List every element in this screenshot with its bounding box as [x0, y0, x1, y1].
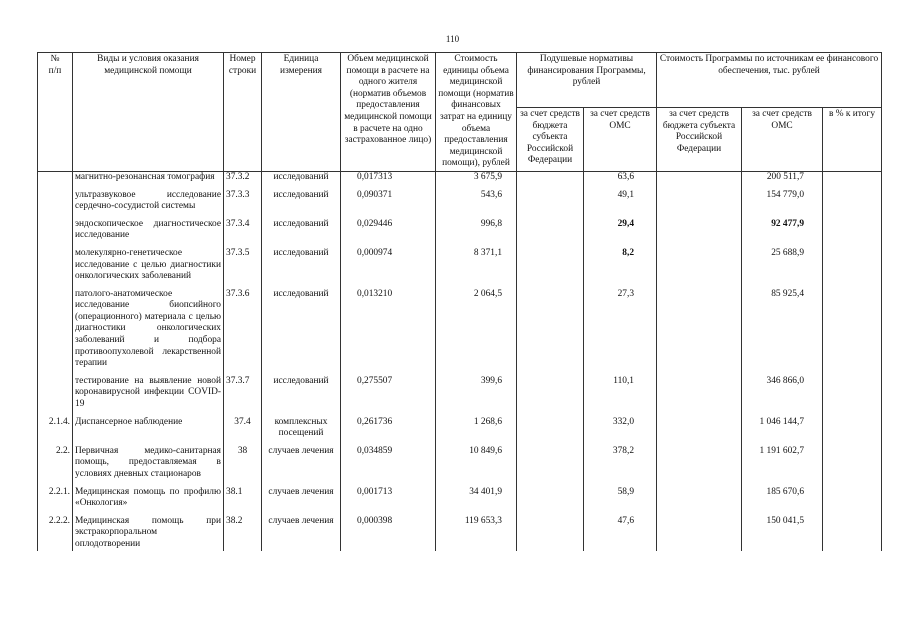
row-name: ультразвуковое исследование сердечно-сосудистой системы [73, 190, 224, 213]
row-prog-budget [657, 219, 742, 242]
row-line: 37.3.6 [224, 289, 262, 370]
row-prog-budget [657, 446, 742, 481]
row-name: молекулярно-генетическое исследование с целью диагностики онкологических заболеваний [73, 248, 224, 283]
row-num: 2.1.4. [38, 417, 73, 440]
row-pct [823, 248, 882, 283]
row-line: 38 [224, 446, 262, 481]
row-prog-oms: 1 046 144,7 [742, 417, 823, 440]
row-pct [823, 516, 882, 551]
row-prog-budget [657, 487, 742, 510]
row-pc-oms: 110,1 [584, 376, 657, 411]
row-cost: 34 401,9 [436, 487, 517, 510]
row-pc-budget [517, 171, 584, 183]
row-prog-budget [657, 289, 742, 370]
row-name: Первичная медико-санитарная помощь, предоставляемая в условиях дневных стационаров [73, 446, 224, 481]
table-row [38, 516, 882, 551]
row-cost: 996,8 [436, 219, 517, 242]
row-cost: 119 653,3 [436, 516, 517, 551]
row-name: магнитно-резонансная томография [73, 171, 224, 183]
row-cost: 543,6 [436, 190, 517, 213]
row-prog-oms: 1 191 602,7 [742, 446, 823, 481]
row-name: Медицинская помощь при экстракорпоральном оплодотворении [73, 516, 224, 551]
row-name: эндоскопическое диагностическое исследование [73, 219, 224, 242]
row-num [38, 376, 73, 411]
row-unit: исследований [262, 219, 341, 242]
row-pct [823, 446, 882, 481]
row-pct [823, 289, 882, 370]
row-prog-oms: 25 688,9 [742, 248, 823, 283]
row-pc-oms: 58,9 [584, 487, 657, 510]
header-prog-pct: в % к итогу [823, 108, 882, 172]
row-unit: исследований [262, 190, 341, 213]
row-pct [823, 190, 882, 213]
row-prog-budget [657, 190, 742, 213]
row-pc-budget [517, 417, 584, 440]
header-volume: Объем медицинской помощи в расчете на одного жителя (норматив объемов предоставления медицинской помощи в расчете на одно застрахованное лицо) [341, 53, 436, 172]
row-prog-budget [657, 171, 742, 183]
row-volume: 0,090371 [341, 190, 436, 213]
row-unit: случаев лечения [262, 446, 341, 481]
row-line: 37.3.2 [224, 171, 262, 183]
row-prog-budget [657, 417, 742, 440]
row-prog-oms: 185 670,6 [742, 487, 823, 510]
row-line: 37.3.3 [224, 190, 262, 213]
table-row [38, 487, 882, 510]
row-prog-budget [657, 376, 742, 411]
row-unit: исследований [262, 376, 341, 411]
table-row [38, 289, 882, 370]
row-num: 2.2. [38, 446, 73, 481]
row-volume: 0,001713 [341, 487, 436, 510]
row-cost: 10 849,6 [436, 446, 517, 481]
row-pc-oms: 47,6 [584, 516, 657, 551]
header-pc-budget: за счет средств бюджета субъекта Российской Федерации [517, 108, 584, 172]
row-pct [823, 376, 882, 411]
row-unit: комплексных посещений [262, 417, 341, 440]
header-pc-oms: за счет средств ОМС [584, 108, 657, 172]
row-name: Диспансерное наблюдение [73, 417, 224, 440]
header-unit: Единица измерения [262, 53, 341, 172]
row-name: тестирование на выявление новой коронавирусной инфекции COVID-19 [73, 376, 224, 411]
header-prog-budget: за счет средств бюджета субъекта Российской Федерации [657, 108, 742, 172]
row-line: 37.4 [224, 417, 262, 440]
header-kind: Виды и условия оказания медицинской помощи [73, 53, 224, 172]
row-pc-budget [517, 446, 584, 481]
row-prog-oms: 154 779,0 [742, 190, 823, 213]
row-cost: 3 675,9 [436, 171, 517, 183]
row-pc-oms: 8,2 [584, 248, 657, 283]
row-pct [823, 417, 882, 440]
row-volume: 0,017313 [341, 171, 436, 183]
table-row [38, 417, 882, 440]
row-num: 2.2.2. [38, 516, 73, 551]
row-line: 37.3.7 [224, 376, 262, 411]
row-pc-oms: 378,2 [584, 446, 657, 481]
row-pc-budget [517, 516, 584, 551]
row-cost: 2 064,5 [436, 289, 517, 370]
row-prog-oms: 346 866,0 [742, 376, 823, 411]
row-pc-oms: 49,1 [584, 190, 657, 213]
header-per-capita-group: Подушевые нормативы финансирования Программы, рублей [517, 53, 657, 108]
header-line: Номер строки [224, 53, 262, 172]
row-line: 38.2 [224, 516, 262, 551]
row-prog-oms: 150 041,5 [742, 516, 823, 551]
row-volume: 0,034859 [341, 446, 436, 481]
row-num [38, 248, 73, 283]
row-name: Медицинская помощь по профилю «Онкология» [73, 487, 224, 510]
row-pc-budget [517, 376, 584, 411]
table-row [38, 171, 882, 183]
table-row [38, 248, 882, 283]
header-num: № п/п [38, 53, 73, 172]
page-number: 110 [445, 34, 460, 44]
row-pc-oms: 332,0 [584, 417, 657, 440]
row-prog-oms: 92 477,9 [742, 219, 823, 242]
row-pct [823, 219, 882, 242]
table-row [38, 190, 882, 213]
table-header [38, 53, 882, 172]
row-volume: 0,275507 [341, 376, 436, 411]
row-prog-oms: 85 925,4 [742, 289, 823, 370]
row-volume: 0,013210 [341, 289, 436, 370]
row-unit: случаев лечения [262, 516, 341, 551]
row-prog-budget [657, 248, 742, 283]
row-pc-budget [517, 248, 584, 283]
table-body [38, 171, 882, 550]
row-unit: исследований [262, 289, 341, 370]
row-cost: 8 371,1 [436, 248, 517, 283]
row-line: 37.3.5 [224, 248, 262, 283]
row-num [38, 289, 73, 370]
row-pc-budget [517, 487, 584, 510]
row-pc-oms: 29,4 [584, 219, 657, 242]
row-pc-budget [517, 190, 584, 213]
row-pc-budget [517, 219, 584, 242]
row-cost: 1 268,6 [436, 417, 517, 440]
row-line: 38.1 [224, 487, 262, 510]
row-pct [823, 171, 882, 183]
row-volume: 0,000974 [341, 248, 436, 283]
row-pc-budget [517, 289, 584, 370]
row-line: 37.3.4 [224, 219, 262, 242]
header-program-cost-group: Стоимость Программы по источникам ее финансового обеспечения, тыс. рублей [657, 53, 882, 108]
row-prog-oms: 200 511,7 [742, 171, 823, 183]
row-name: патолого-анатомическое исследование биопсийного (операционного) материала с целью диагностики онкологических заболеваний и подбора противоопухолевой лекарственной терапии [73, 289, 224, 370]
header-prog-oms: за счет средств ОМС [742, 108, 823, 172]
header-cost: Стоимость единицы объема медицинской помощи (норматив финансовых затрат на единицу объема предоставления медицинской помощи), рублей [436, 53, 517, 172]
row-prog-budget [657, 516, 742, 551]
row-cost: 399,6 [436, 376, 517, 411]
row-volume: 0,000398 [341, 516, 436, 551]
row-pc-oms: 27,3 [584, 289, 657, 370]
row-pct [823, 487, 882, 510]
program-cost-table [37, 52, 882, 551]
table-row [38, 219, 882, 242]
table-row [38, 446, 882, 481]
table-row [38, 376, 882, 411]
row-volume: 0,029446 [341, 219, 436, 242]
row-num: 2.2.1. [38, 487, 73, 510]
row-unit: случаев лечения [262, 487, 341, 510]
row-unit: исследований [262, 171, 341, 183]
row-pc-oms: 63,6 [584, 171, 657, 183]
row-volume: 0,261736 [341, 417, 436, 440]
row-num [38, 171, 73, 183]
row-num [38, 219, 73, 242]
row-num [38, 190, 73, 213]
row-unit: исследований [262, 248, 341, 283]
